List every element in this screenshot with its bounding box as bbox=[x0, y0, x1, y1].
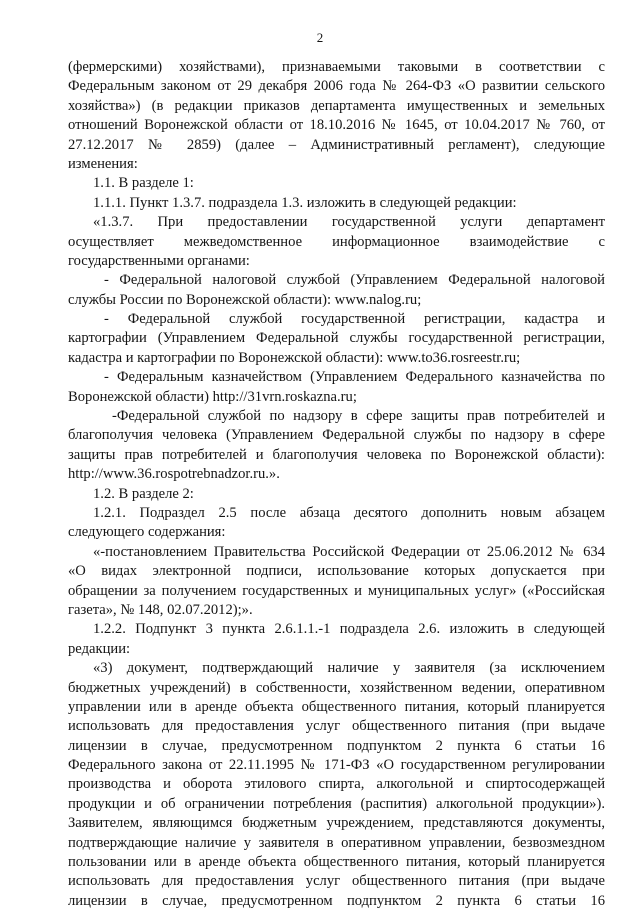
text-line: Федерального закона от 22.11.1995 № 171-ФЗ «О государственном регулировании bbox=[68, 757, 605, 774]
text-line: лицензии в случае, предусмотренном подпунктом 2 пункта 6 статьи 16 bbox=[68, 737, 605, 754]
text-line: бюджетных учреждений) в собственности, хозяйственном ведении, оперативном bbox=[68, 679, 605, 696]
text-line: службы России по Воронежской области): www.nalog.ru; bbox=[68, 291, 422, 308]
text-line: защиты прав потребителей и благополучия человека по Воронежской области): bbox=[68, 446, 605, 463]
text-line: «-постановлением Правительства Российской Федерации от 25.06.2012 № 634 bbox=[93, 543, 605, 560]
text-line: «3) документ, подтверждающий наличие у заявителя (за исключением bbox=[93, 660, 605, 677]
text-line: 1.2.2. Подпункт 3 пункта 2.6.1.1.-1 подраздела 2.6. изложить в следующей bbox=[93, 621, 605, 638]
text-line: благополучия человека (Управлением Федеральной службы по надзору в сфере bbox=[68, 427, 605, 444]
text-line: -Федеральной службой по надзору в сфере защиты прав потребителей и bbox=[112, 408, 605, 425]
text-line: 1.1. В разделе 1: bbox=[93, 175, 194, 192]
text-line: производства и оборота этилового спирта, алкогольной и спиртосодержащей bbox=[68, 776, 605, 793]
text-line: - Федеральной налоговой службой (Управлением Федеральной налоговой bbox=[104, 272, 605, 289]
text-line: кадастра и картографии по Воронежской области): www.to36.rosreestr.ru; bbox=[68, 349, 521, 366]
text-line: (фермерскими) хозяйствами), признаваемыми таковыми в соответствии с bbox=[68, 59, 605, 75]
text-line: использовать для предоставления услуг общественного питания (при выдаче bbox=[68, 718, 605, 735]
text-line: редакции: bbox=[68, 640, 131, 657]
document-body bbox=[68, 58, 605, 911]
text-line: - Федеральной службой государственной регистрации, кадастра и bbox=[104, 311, 605, 328]
text-line: http://www.36.rospotrebnadzor.ru.». bbox=[68, 466, 280, 483]
text-line: продукции и об ограничении потребления (распития) алкогольной продукции»). bbox=[68, 795, 605, 812]
text-line: - Федеральным казначейством (Управлением Федерального казначейства по bbox=[104, 369, 605, 386]
text-line: обращении за получением государственных и муниципальных услуг» («Российская bbox=[68, 582, 605, 599]
text-line: пользовании или в аренде объекта общественного питания, который планируется bbox=[68, 854, 605, 871]
text-line: использовать для предоставления услуг общественного питания (при выдаче bbox=[68, 873, 605, 890]
text-line: Заявителем, являющимся бюджетным учреждением, представляются документы, bbox=[68, 815, 605, 832]
text-line: 1.2.1. Подраздел 2.5 после абзаца десятого дополнить новым абзацем bbox=[93, 504, 605, 521]
text-line: газета», № 148, 02.07.2012);». bbox=[68, 601, 253, 618]
text-line: Федеральным законом от 29 декабря 2006 года № 264-ФЗ «О развитии сельского bbox=[68, 78, 605, 95]
text-line: управлении или в аренде объекта общественного питания, который планируется bbox=[68, 698, 605, 715]
text-line: изменения: bbox=[68, 155, 138, 172]
text-line: «О видах электронной подписи, использование которых допускается при bbox=[68, 563, 605, 580]
text-line: Воронежской области) http://31vrn.roskazna.ru; bbox=[68, 388, 357, 405]
text-line: хозяйства») (в редакции приказов департамента имущественных и земельных bbox=[68, 97, 605, 114]
text-line: следующего содержания: bbox=[68, 524, 226, 541]
text-line: осуществляет межведомственное информационное взаимодействие с bbox=[68, 233, 605, 250]
text-line: 1.2. В разделе 2: bbox=[93, 485, 194, 502]
text-line: «1.3.7. При предоставлении государственной услуги департамент bbox=[93, 214, 605, 231]
text-line: 27.12.2017 № 2859) (далее – Административный регламент), следующие bbox=[68, 136, 605, 153]
text-line: лицензии в случае, предусмотренном подпунктом 2 пункта 6 статьи 16 bbox=[68, 892, 605, 909]
text-line: отношений Воронежской области от 18.10.2016 № 1645, от 10.04.2017 № 760, от bbox=[68, 117, 605, 134]
text-line: картографии (Управлением Федеральной службы государственной регистрации, bbox=[68, 330, 605, 347]
text-line: подтверждающие наличие у заявителя в оперативном управлении, безвозмездном bbox=[68, 834, 605, 851]
page-number: 2 bbox=[316, 30, 324, 45]
text-line: государственными органами: bbox=[68, 252, 250, 269]
text-line: 1.1.1. Пункт 1.3.7. подраздела 1.3. изложить в следующей редакции: bbox=[93, 194, 517, 211]
